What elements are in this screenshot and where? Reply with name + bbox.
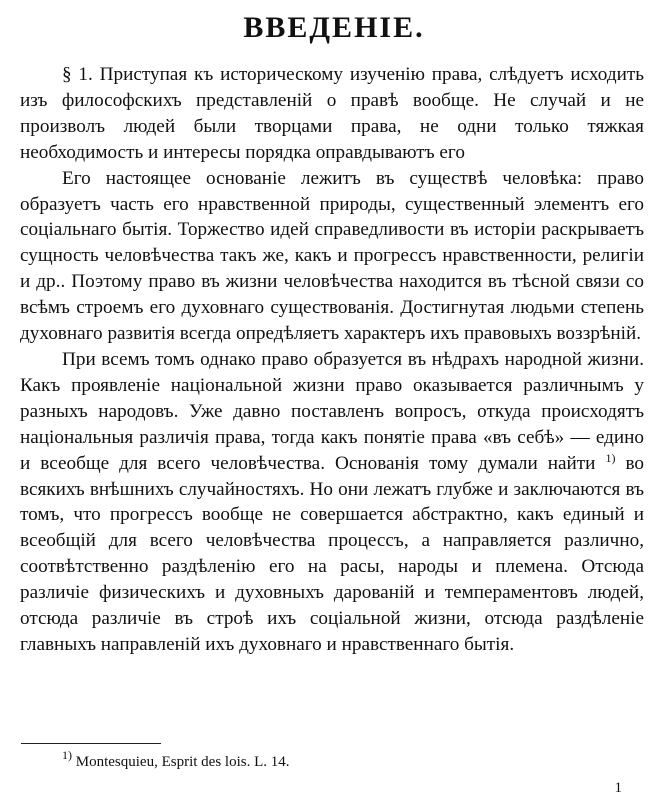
footnote (62, 748, 290, 772)
paragraph-national-differences (20, 347, 644, 658)
footnote-divider (21, 743, 161, 744)
paragraph-text-before-note: При всемъ томъ однако право образуется въ нѣдрахъ народной жизни. Какъ проявленіе національной жизни право оказывается различнымъ у разныхъ народовъ. Уже давно поставленъ вопросъ, откуда происходятъ національныя различія права, тогда какъ понятіе права «въ себѣ» — едино и всеобще для всего человѣчества. Основанія тому думали найти (20, 348, 644, 474)
page-number: 1 (614, 780, 622, 796)
paragraph-basis-of-law: Его настоящее основаніе лежитъ въ существѣ человѣка: право образуетъ часть его нравственной природы, существенный элементъ его соціальнаго бытія. Торжество идей справедливости въ исторіи раскрываетъ сущность человѣчества такъ же, какъ и прогрессъ нравственности, религіи и др.. Поэтому право въ жизни человѣчества находится въ тѣсной связи со всѣмъ строемъ его духовнаго существованія. Достигнутая людьми степень духовнаго развитія всегда опредѣляетъ характеръ ихъ правовыхъ воззрѣній. (20, 167, 644, 345)
footnote-text: Montesquieu, Esprit des lois. L. 14. (75, 754, 290, 770)
footnote-reference[interactable]: 1) (605, 450, 616, 465)
footnote-marker: 1) (62, 748, 72, 762)
paragraph-text-after-note: во всякихъ внѣшнихъ случайностяхъ. Но они лежатъ глубже и заключаются въ томъ, что прогрессъ вообще не совершается абстрактно, какъ единый и всеобщій для всего человѣчества процессъ, а направляется различно, соотвѣтственно раздѣленію его на расы, народы и племена. Отсюда различіе физическихъ и духовныхъ дарованій и темпераментовъ людей, отсюда различіе въ строѣ ихъ соціальной жизни, отсюда раздѣленіе главныхъ направленій ихъ духовнаго и нравственнаго бытія. (20, 452, 645, 655)
chapter-title: ВВЕДЕНІЕ. (243, 11, 425, 44)
body-text (20, 62, 644, 658)
paragraph-section-1: § 1. Приступая къ историческому изученію права, слѣдуетъ исходить изъ философскихъ представленій о правѣ вообще. Не случай и не произволъ людей были творцами права, не одни только тяжкая необходимость и интересы порядка оправдываютъ его (20, 64, 644, 163)
